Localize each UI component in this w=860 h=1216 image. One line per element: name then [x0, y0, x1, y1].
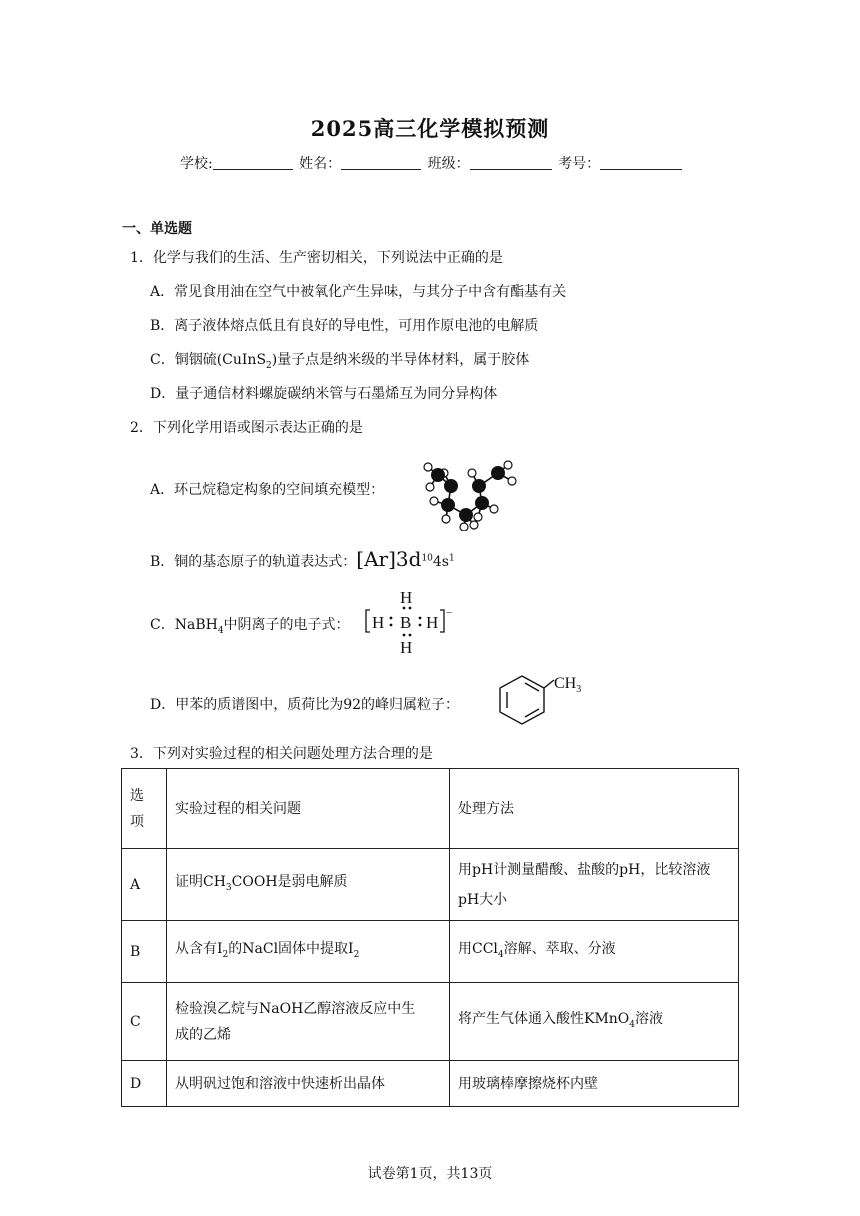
q2-c-prefix: C．	[150, 617, 175, 633]
table-header-row	[122, 769, 739, 849]
row-c-problem-line1: 检验溴乙烷与NaOH乙醇溶液反应中生	[175, 1000, 416, 1017]
row-a-method-line1: 用pH计测量醋酸、盐酸的pH，比较溶液	[458, 861, 711, 878]
row-c-problem	[167, 983, 450, 1061]
eformula-h-top: H	[400, 588, 413, 607]
table-row	[122, 983, 739, 1061]
q2-b-formula: [Ar]3d	[356, 547, 422, 571]
class-blank[interactable]	[470, 155, 552, 170]
name-blank[interactable]	[341, 155, 421, 170]
cyclohexane-model-image	[408, 455, 530, 531]
q2-c-sub: 4	[217, 625, 224, 636]
name-label: 姓名：	[299, 156, 342, 172]
school-blank[interactable]	[213, 155, 293, 170]
experiment-table	[121, 768, 739, 1107]
row-d-problem: 从明矾过饱和溶液中快速析出晶体	[167, 1061, 450, 1107]
header-method-cell: 处理方法	[450, 769, 739, 849]
section-heading: 一、单选题	[122, 221, 192, 237]
q2-option-b	[150, 547, 455, 571]
q2-b-formula-mid: 4s	[432, 554, 449, 570]
toluene-ch3-label: $CH_3$	[554, 675, 582, 695]
row-d-method: 用玻璃棒摩擦烧杯内壁	[450, 1061, 739, 1107]
eformula-charge: −	[446, 607, 453, 619]
class-label: 班级：	[427, 156, 470, 172]
q1-option-d: D．量子通信材料螺旋碳纳米管与石墨烯互为同分异构体	[150, 386, 498, 402]
q1-c-text: C．铜铟硫(CuInS	[150, 352, 267, 368]
row-a-method-line2: pH大小	[458, 891, 508, 908]
row-b-method: 用CCl$_4$溶解、萃取、分液	[450, 921, 739, 983]
q2-option-c	[150, 614, 350, 636]
q1-c-sub: 2	[266, 360, 272, 371]
q1-c-text-post: )量子点是纳米级的半导体材料，属于胶体	[271, 352, 530, 368]
q2-stem: 2．下列化学用语或图示表达正确的是	[130, 420, 363, 436]
table-row	[122, 849, 739, 921]
row-a-option: A	[122, 849, 167, 921]
q2-b-sup2: 1	[448, 553, 455, 564]
eformula-h-left: H	[372, 613, 385, 632]
row-b-problem: 从含有$I_2$的NaCl固体中提取$I_2$	[167, 921, 450, 983]
eformula-b: B	[400, 613, 412, 632]
row-b-option: B	[122, 921, 167, 983]
header-option-cell	[122, 769, 167, 849]
q1-option-c	[150, 349, 529, 371]
q1-stem: 1．化学与我们的生活、生产密切相关，下列说法中正确的是	[130, 250, 503, 266]
q2-b-text: B．铜的基态原子的轨道表达式：	[150, 554, 357, 570]
q2-c-formula: NaBH	[174, 617, 218, 633]
row-a-method	[450, 849, 739, 921]
header-option-text: 选项	[130, 787, 144, 830]
page-footer: 试卷第1页，共13页	[367, 1166, 493, 1182]
row-c-problem-line2: 成的乙烯	[175, 1026, 231, 1043]
electron-formula-image	[364, 586, 454, 656]
student-info-line	[180, 153, 684, 173]
school-label: 学校:	[180, 156, 213, 172]
q1-option-b: B．离子液体熔点低且有良好的导电性，可用作原电池的电解质	[150, 318, 539, 334]
q2-option-a: A．环己烷稳定构象的空间填充模型：	[150, 482, 385, 498]
row-c-option: C	[122, 983, 167, 1061]
header-problem-cell: 实验过程的相关问题	[167, 769, 450, 849]
page-title: 2025高三化学模拟预测	[310, 116, 550, 141]
q2-b-sup1: 10	[421, 553, 433, 564]
q2-option-d: D．甲苯的质谱图中，质荷比为92的峰归属粒子：	[150, 697, 460, 713]
row-d-option: D	[122, 1061, 167, 1107]
exam-no-label: 考号：	[558, 156, 601, 172]
q1-option-a: A．常见食用油在空气中被氧化产生异味，与其分子中含有酯基有关	[150, 284, 567, 300]
row-a-problem: 证明$CH_3COOH$是弱电解质	[167, 849, 450, 921]
row-c-method: 将产生气体通入酸性KMnO$_4$溶液	[450, 983, 739, 1061]
q2-c-text: 中阴离子的电子式：	[223, 617, 350, 633]
table-row	[122, 1061, 739, 1107]
q3-stem: 3．下列对实验过程的相关问题处理方法合理的是	[130, 746, 433, 762]
table-row	[122, 921, 739, 983]
exam-no-blank[interactable]	[600, 155, 682, 170]
toluene-structure-image	[490, 668, 600, 732]
eformula-h-bottom: H	[400, 638, 413, 656]
eformula-h-right: H	[426, 613, 439, 632]
